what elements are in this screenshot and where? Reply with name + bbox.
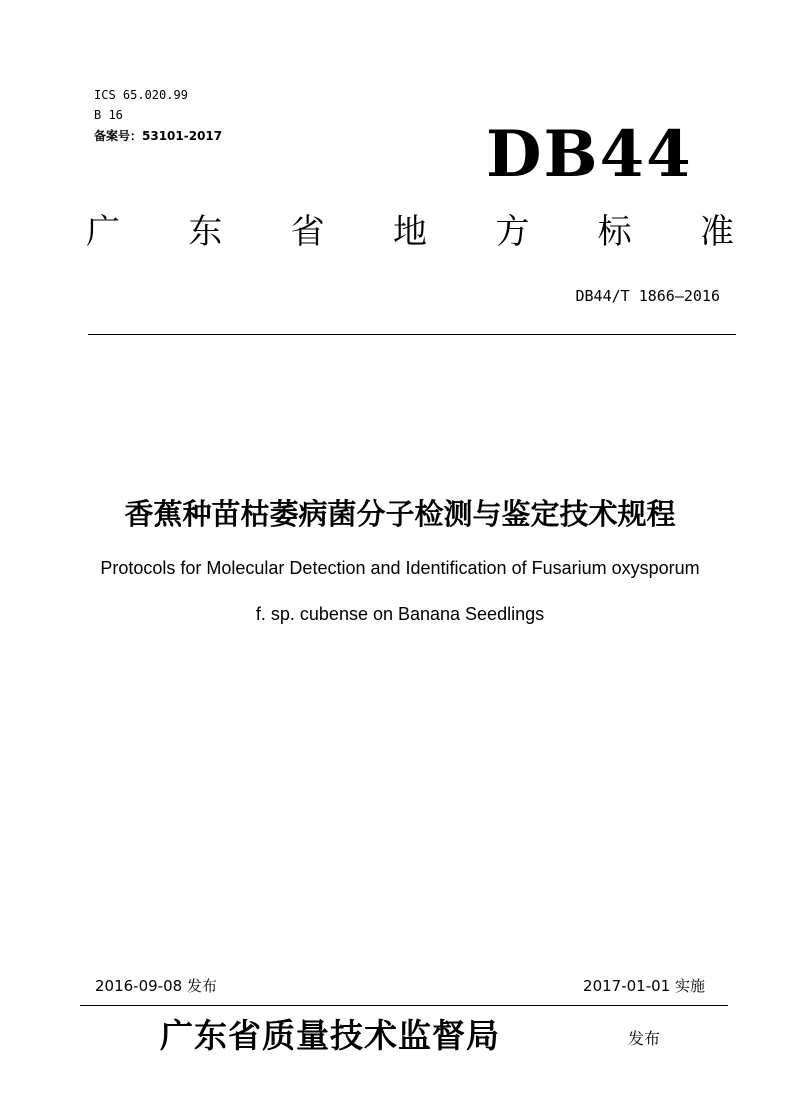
document-title-english-line1: Protocols for Molecular Detection and Identification of Fusarium oxysporum bbox=[100, 558, 700, 578]
standard-type-char: 方 bbox=[495, 212, 530, 252]
issuing-authority: 广东省质量技术监督局 bbox=[160, 1016, 500, 1055]
ics-code: ICS 65.020.99 bbox=[94, 88, 188, 102]
standard-type-char: 标 bbox=[597, 212, 632, 252]
bottom-divider bbox=[80, 1005, 728, 1006]
top-divider bbox=[88, 334, 736, 335]
classification-code: B 16 bbox=[94, 108, 123, 122]
standard-type-char: 省 bbox=[290, 212, 325, 252]
implementation-date: 2017-01-01 实施 bbox=[583, 977, 705, 995]
standard-type-char: 准 bbox=[699, 212, 734, 252]
issue-date: 2016-09-08 发布 bbox=[95, 977, 217, 995]
standard-type-heading bbox=[86, 210, 734, 254]
document-title-chinese: 香蕉种苗枯萎病菌分子检测与鉴定技术规程 bbox=[124, 497, 676, 531]
standard-type-char: 东 bbox=[188, 212, 223, 252]
record-number: 备案号：53101-2017 bbox=[94, 129, 223, 143]
db44-logo: DB44 bbox=[486, 117, 693, 192]
standard-type-char: 广 bbox=[86, 212, 120, 252]
document-title-english-line2: f. sp. cubense on Banana Seedlings bbox=[255, 604, 545, 624]
issuing-authority-suffix: 发布 bbox=[628, 1029, 661, 1048]
standard-code: DB44/T 1866—2016 bbox=[575, 287, 720, 305]
standard-type-char: 地 bbox=[392, 212, 427, 252]
